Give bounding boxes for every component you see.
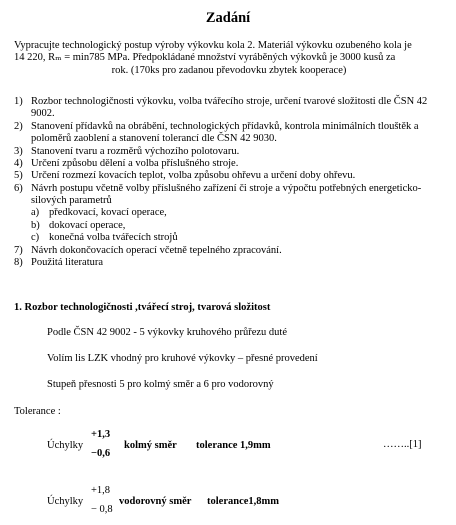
task-list [14,96,446,269]
subtask-list [31,207,446,244]
list-text: Návrh postupu včetně volby příslušného zařízení či stroje a výpočtu potřebných energeticko-silových parametrů [31,182,422,206]
list-number: b) [31,219,40,231]
direction-label: vodorovný směr [119,496,192,507]
intro-line-3: rok. (170ks pro zadanou převodovku zbytek kooperace) [111,64,347,76]
paragraph-press-choice: Volím lis LZK vhodný pro kruhové výkovky – přesné provedení [47,353,318,364]
list-item [14,183,446,245]
list-number: c) [31,232,40,244]
section-heading: 1. Rozbor technologičnosti ,tvářecí stroj, tvarová složitost [14,302,271,313]
tolerance-label: Tolerance : [14,406,61,417]
list-item [14,170,446,182]
deviation-label: Úchylky [47,496,84,507]
list-text: Určení způsobu dělení a volba příslušného stroje. [31,157,239,169]
list-item [14,96,446,121]
deviation-label: Úchylky [47,440,84,451]
list-text: Použitá literatura [31,256,104,268]
lower-deviation: −0,6 [91,448,111,459]
list-text: Rozbor technologičnosti výkovku, volba tvářecího stroje, určení tvarové složitosti dle ČSN 42 9002. [31,96,428,120]
list-item [14,146,446,158]
list-number: a) [31,207,40,219]
list-text: dokovací operace, [49,219,126,231]
list-number: 7) [14,244,23,256]
intro-line-2: 14 220, Rₘ = min785 MPa. Předpokládané množství vyráběných výkovků je 3000 kusů za [14,52,396,64]
list-number: 8) [14,256,23,268]
list-number: 6) [14,182,23,194]
list-item [14,121,446,146]
list-text: Určení rozmezí kovacích teplot, volba způsobu ohřevu a určení doby ohřevu. [31,170,356,182]
lower-deviation: − 0,8 [91,504,113,515]
tolerance-value: tolerance1,8mm [207,496,280,507]
list-item [31,232,446,244]
intro-line-1: Vypracujte technologický postup výroby výkovku kola 2. Materiál výkovku ozubeného kola je [14,40,412,51]
deviation-row-horizontal [47,485,447,525]
list-number: 5) [14,170,23,182]
upper-deviation: +1,8 [91,485,111,496]
list-item [31,220,446,232]
direction-label: kolmý směr [124,440,177,451]
list-text: konečná volba tvářecích strojů [49,232,178,244]
list-item [14,245,446,257]
reference-mark: ……..[1] [383,439,422,450]
list-item [14,257,446,269]
list-item [14,158,446,170]
paragraph-standard: Podle ČSN 42 9002 - 5 výkovky kruhového průřezu duté [47,327,288,338]
list-text: předkovací, kovací operace, [49,207,167,219]
list-number: 4) [14,157,23,169]
list-number: 3) [14,145,23,157]
paragraph-accuracy: Stupeň přesnosti 5 pro kolmý směr a 6 pro vodorovný [47,379,274,390]
intro-paragraph [14,40,444,77]
list-text: Návrh dokončovacích operací včetně tepelného zpracování. [31,244,282,256]
list-text: Stanovení přídavků na obrábění, technologických přídavků, kontrola minimálních tlouštěk a poloměrů zaoblení a stanovení tolerancí dle ČSN 42 9030. [31,120,419,145]
upper-deviation: +1,3 [91,429,111,440]
list-item [31,207,446,219]
list-number: 2) [14,120,23,132]
list-number: 1) [14,96,23,107]
list-text: Stanovení tvaru a rozměrů výchozího polotovaru. [31,145,240,157]
page-title: Zadání [205,10,251,26]
tolerance-value: tolerance 1,9mm [196,440,271,451]
